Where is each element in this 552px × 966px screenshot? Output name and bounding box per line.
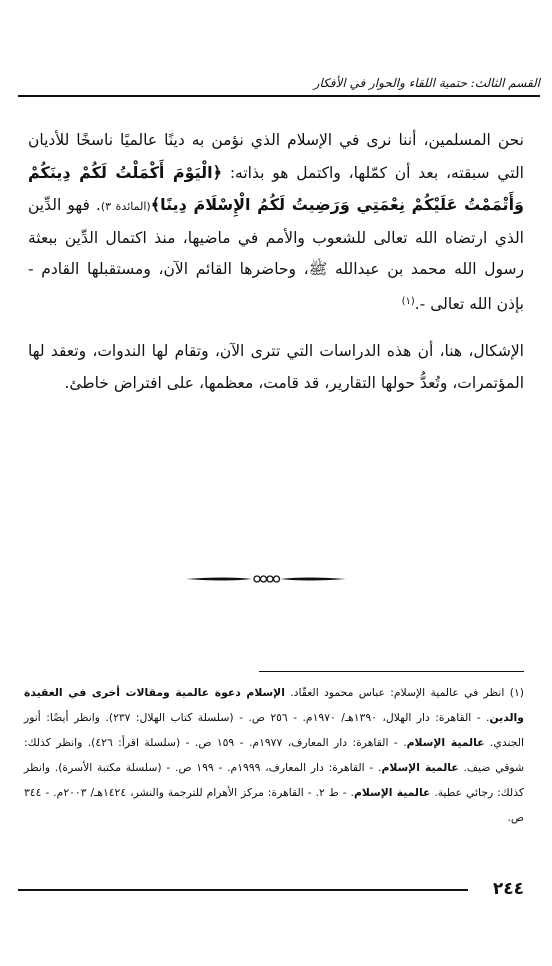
footnote-text-1: انظر في عالمية الإسلام: عباس محمود العقّاد. <box>284 686 510 699</box>
section-divider-ornament <box>186 569 346 589</box>
footnote-text-2: . - القاهرة: دار الهلال، ١٣٩٠هـ/ ١٩٧٠م. - ٢٥٦ ص. - (سلسلة كتاب الهلال: ٢٣٧). وانظر أيضًا: أنور الجندي. <box>24 711 524 749</box>
paragraph-2: الإشكال، هنا، أن هذه الدراسات التي تترى الآن، وتقام لها الندوات، وتعقد لها المؤتمرات، وتُعدُّ حولها التقارير، قد قامت، معظمها، على افتراض خاطئ. <box>28 342 524 392</box>
footnote-text-4: . - القاهرة: دار المعارف، ١٩٩٩م. - ١٩٩ ص. - (سلسلة مكتبة الأسرة). وانظر كذلك: رجائي عطية. <box>24 761 525 799</box>
paragraph-1-opening: نحن المسلمين، أننا نرى في الإسلام الذي نؤمن به دينًا عالميًا ناسخًا للأديان التي سبقته، بعد أن كمّلها، واكتمل هو بذاته: <box>28 131 524 182</box>
footnote-marker: (١) <box>401 295 415 307</box>
footnote-rule <box>259 671 524 672</box>
footnotes <box>24 680 524 830</box>
main-text <box>28 125 524 399</box>
bottom-rule <box>18 889 468 891</box>
paragraph-1 <box>28 125 524 320</box>
footnote-title-3: عالمية الإسلام <box>381 761 459 774</box>
footnote-title-2: عالمية الإسلام <box>406 736 485 749</box>
quran-verse: ﴿الْيَوْمَ أَكْمَلْتُ لَكُمْ دِينَكُمْ وَأَتْمَمْتُ عَلَيْكُمْ نِعْمَتِي وَرَضِيتُ لَكُمُ الْإِسْلَامَ دِينًا﴾ <box>28 162 524 214</box>
running-header: القسم الثالث: حتمية اللقاء والحوار في الأفكار <box>313 76 540 90</box>
footnote-text-5: . - ط ٢. - القاهرة: مركز الأهرام للترجمة والنشر، ١٤٢٤هـ/ ٢٠٠٣م. - ٣٤٤ ص. <box>24 786 524 824</box>
page-number: ٢٤٤ <box>492 879 524 899</box>
footnote-number: (١) <box>509 686 524 699</box>
paragraph-1-continuation: . فهو الدِّين الذي ارتضاه الله تعالى للشعوب والأمم في ماضيها، منذ اكتمال الدِّين ببعثة رسول الله محمد بن عبدالله ﷺ، وحاضرها القائم الآن، ومستقبلها القادم - بإذن الله تعالى -. <box>28 196 524 313</box>
footnote-title-4: عالمية الإسلام <box>353 786 431 799</box>
verse-reference: (المائدة ٣) <box>100 200 151 213</box>
header-rule <box>18 95 540 97</box>
footnote-text-3: . - القاهرة: دار المعارف، ١٩٧٧م. - ١٥٩ ص. - (سلسلة اقرأ: ٤٢٦). وانظر كذلك: شوقي ضيف. <box>24 736 525 774</box>
footnote-title-1: الإسلام دعوة عالمية ومقالات أخرى في العقيدة والدين <box>24 686 524 724</box>
